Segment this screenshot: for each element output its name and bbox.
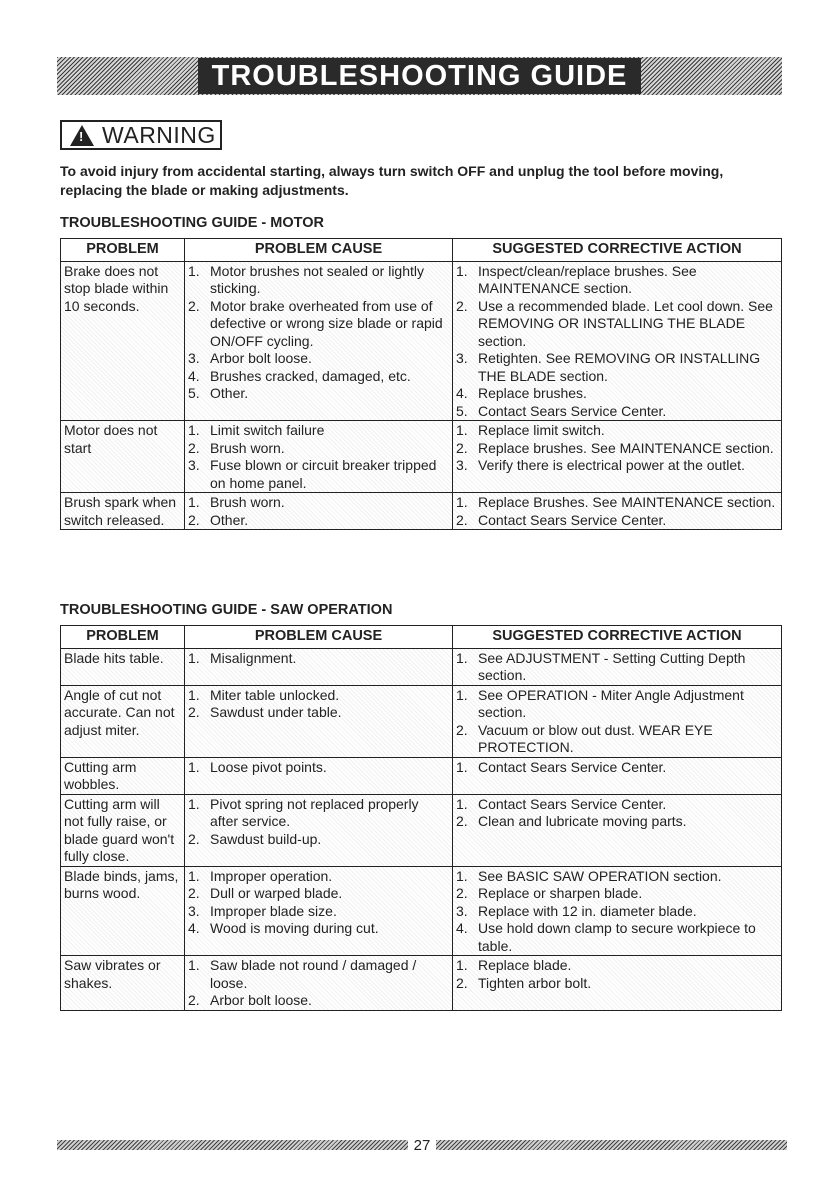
action-cell-list (456, 422, 778, 475)
cause-item (188, 350, 449, 368)
table-row (61, 866, 782, 956)
action-cell (453, 685, 782, 757)
item-number: 1. (456, 867, 468, 884)
item-number: 1. (188, 686, 200, 703)
action-cell (453, 261, 782, 421)
item-text: Loose pivot points. (210, 758, 327, 775)
cause-item (188, 263, 449, 298)
cause-item (188, 650, 449, 668)
action-item (456, 403, 778, 421)
problem-cell: Saw vibrates or shakes. (61, 956, 185, 1011)
action-cell-list (456, 650, 778, 685)
cause-cell (185, 685, 453, 757)
item-number: 1. (456, 758, 468, 775)
problem-cell: Cutting arm wobbles. (61, 757, 185, 794)
item-number: 1. (188, 422, 200, 438)
cause-cell (185, 866, 453, 956)
header-problem: PROBLEM (61, 626, 185, 649)
action-item (456, 263, 778, 298)
item-text: Retighten. See REMOVING OR INSTALLING THE BLADE section. (478, 350, 761, 384)
item-number: 4. (456, 920, 468, 936)
cause-item (188, 440, 449, 458)
item-text: Miter table unlocked. (210, 686, 340, 703)
problem-cell: Blade binds, jams, burns wood. (61, 866, 185, 956)
problem-cell: Brake does not stop blade within 10 seconds. (61, 261, 185, 421)
item-number: 2. (188, 992, 200, 1008)
item-text: Vacuum or blow out dust. WEAR EYE PROTECTION. (478, 721, 713, 755)
cause-item (188, 687, 449, 705)
cause-item (188, 368, 449, 386)
item-text: Verify there is electrical power at the outlet. (478, 457, 745, 473)
item-text: Wood is moving during cut. (210, 920, 379, 936)
item-text: Use a recommended blade. Let cool down. See REMOVING OR INSTALLING THE BLADE section. (478, 297, 773, 349)
item-number: 3. (188, 350, 200, 366)
problem-cell: Angle of cut not accurate. Can not adjust miter. (61, 685, 185, 757)
item-number: 1. (188, 649, 200, 666)
cause-item (188, 385, 449, 403)
item-number: 2. (456, 813, 468, 829)
cause-item (188, 920, 449, 938)
action-item (456, 422, 778, 440)
action-item (456, 512, 778, 530)
action-cell (453, 866, 782, 956)
action-item (456, 650, 778, 685)
action-cell-list (456, 796, 778, 831)
item-text: Replace brushes. (478, 385, 587, 401)
problem-cell: Cutting arm will not fully raise, or blade guard won't fully close. (61, 794, 185, 866)
motor-section-title: TROUBLESHOOTING GUIDE - MOTOR (60, 215, 324, 231)
cause-item (188, 512, 449, 530)
item-text: Dull or warped blade. (210, 885, 343, 901)
cause-item (188, 704, 449, 722)
cause-cell-list (188, 759, 449, 777)
motor-troubleshooting-table (60, 238, 782, 530)
cause-cell (185, 421, 453, 493)
action-cell-list (456, 263, 778, 421)
item-number: 3. (188, 457, 200, 473)
action-item (456, 759, 778, 777)
item-number: 5. (456, 402, 468, 419)
item-number: 1. (188, 494, 200, 510)
item-number: 3. (456, 902, 468, 919)
cause-cell-list (188, 957, 449, 1010)
item-number: 4. (188, 367, 200, 384)
action-item (456, 494, 778, 512)
item-text: Contact Sears Service Center. (478, 511, 667, 528)
table-row (61, 421, 782, 493)
item-text: Contact Sears Service Center. (478, 795, 667, 812)
action-cell (453, 493, 782, 530)
action-item (456, 796, 778, 814)
warning-label-box (60, 120, 222, 150)
action-item (456, 957, 778, 975)
action-item (456, 440, 778, 458)
cause-cell-list (188, 422, 449, 492)
cause-item (188, 831, 449, 849)
title-banner (57, 57, 782, 95)
saw-troubleshooting-table (60, 625, 782, 1011)
item-number: 2. (188, 511, 200, 528)
action-item (456, 868, 778, 886)
action-cell-list (456, 687, 778, 757)
item-number: 4. (456, 385, 468, 401)
action-cell (453, 421, 782, 493)
item-text: Replace or sharpen blade. (478, 885, 643, 901)
action-item (456, 722, 778, 757)
cause-cell (185, 261, 453, 421)
cause-item (188, 759, 449, 777)
item-number: 2. (188, 439, 200, 456)
item-number: 3. (456, 350, 468, 366)
item-text: Replace limit switch. (478, 422, 605, 438)
item-text: Limit switch failure (210, 422, 325, 438)
item-text: Brushes cracked, damaged, etc. (210, 367, 411, 384)
item-text: Brush worn. (210, 494, 285, 510)
table-row (61, 685, 782, 757)
table-row (61, 493, 782, 530)
action-item (456, 903, 778, 921)
item-number: 5. (188, 385, 200, 401)
cause-cell (185, 493, 453, 530)
action-cell-list (456, 957, 778, 992)
item-number: 2. (188, 704, 200, 720)
item-number: 2. (456, 439, 468, 456)
cause-item (188, 868, 449, 886)
action-item (456, 457, 778, 475)
item-number: 3. (456, 457, 468, 473)
cause-cell (185, 794, 453, 866)
header-problem-cause: PROBLEM CAUSE (185, 626, 453, 649)
saw-section-title: TROUBLESHOOTING GUIDE - SAW OPERATION (60, 602, 393, 618)
header-problem-cause: PROBLEM CAUSE (185, 239, 453, 262)
item-text: Fuse blown or circuit breaker tripped on home panel. (210, 457, 437, 491)
action-item (456, 975, 778, 993)
cause-cell-list (188, 494, 449, 529)
item-text: Motor brushes not sealed or lightly sticking. (210, 262, 424, 296)
item-text: See ADJUSTMENT - Setting Cutting Depth section. (478, 649, 746, 683)
action-cell (453, 757, 782, 794)
cause-item (188, 992, 449, 1010)
action-item (456, 813, 778, 831)
cause-item (188, 796, 449, 831)
item-number: 1. (456, 686, 468, 703)
item-text: Sawdust build-up. (210, 830, 322, 847)
item-text: Improper operation. (210, 867, 333, 884)
footer-decor-left (57, 1140, 408, 1150)
item-number: 3. (188, 902, 200, 919)
table-row (61, 757, 782, 794)
action-cell-list (456, 494, 778, 529)
action-cell (453, 648, 782, 685)
item-text: Arbor bolt loose. (210, 350, 312, 366)
item-number: 1. (188, 957, 200, 973)
item-text: Other. (210, 385, 249, 401)
item-number: 1. (456, 795, 468, 812)
item-text: Replace with 12 in. diameter blade. (478, 902, 697, 919)
cause-cell-list (188, 868, 449, 938)
item-text: Inspect/clean/replace brushes. See MAINTENANCE section. (478, 262, 697, 296)
item-number: 2. (456, 885, 468, 901)
action-item (456, 920, 778, 955)
problem-cell: Blade hits table. (61, 648, 185, 685)
item-number: 1. (456, 422, 468, 438)
item-number: 2. (188, 830, 200, 847)
item-number: 1. (456, 262, 468, 279)
item-text: Sawdust under table. (210, 704, 342, 720)
table-row (61, 261, 782, 421)
cause-item (188, 885, 449, 903)
item-number: 4. (188, 920, 200, 936)
item-number: 2. (188, 885, 200, 901)
action-item (456, 350, 778, 385)
item-text: Other. (210, 511, 249, 528)
item-text: Arbor bolt loose. (210, 992, 312, 1008)
item-number: 1. (456, 649, 468, 666)
item-text: Saw blade not round / damaged / loose. (210, 957, 417, 991)
action-item (456, 298, 778, 351)
item-text: Replace Brushes. See MAINTENANCE section. (478, 494, 776, 510)
item-text: Contact Sears Service Center. (478, 758, 667, 775)
action-cell (453, 794, 782, 866)
item-text: Pivot spring not replaced properly after service. (210, 795, 419, 829)
action-cell-list (456, 868, 778, 956)
item-text: See BASIC SAW OPERATION section. (478, 867, 722, 884)
item-number: 1. (188, 867, 200, 884)
action-item (456, 385, 778, 403)
item-number: 1. (456, 494, 468, 510)
problem-cell: Brush spark when switch released. (61, 493, 185, 530)
action-item (456, 885, 778, 903)
header-corrective-action: SUGGESTED CORRECTIVE ACTION (453, 626, 782, 649)
item-number: 2. (456, 721, 468, 738)
header-corrective-action: SUGGESTED CORRECTIVE ACTION (453, 239, 782, 262)
item-number: 1. (188, 795, 200, 812)
header-problem: PROBLEM (61, 239, 185, 262)
cause-item (188, 298, 449, 351)
item-text: Use hold down clamp to secure workpiece to table. (478, 920, 756, 954)
warning-label: WARNING (102, 121, 216, 148)
footer-decor-right (436, 1140, 787, 1150)
item-text: Replace brushes. See MAINTENANCE section. (478, 439, 774, 456)
item-text: Motor brake overheated from use of defective or wrong size blade or rapid ON/OFF cycling. (210, 297, 443, 349)
item-number: 2. (188, 297, 200, 314)
item-text: Tighten arbor bolt. (478, 974, 592, 991)
cause-cell-list (188, 263, 449, 403)
action-cell (453, 956, 782, 1011)
item-number: 1. (456, 957, 468, 973)
item-text: Improper blade size. (210, 902, 337, 919)
item-number: 2. (456, 297, 468, 314)
cause-cell-list (188, 796, 449, 849)
problem-cell: Motor does not start (61, 421, 185, 493)
item-text: Brush worn. (210, 439, 285, 456)
cause-cell (185, 648, 453, 685)
page-footer (57, 1136, 787, 1154)
cause-cell (185, 757, 453, 794)
item-text: Replace blade. (478, 957, 572, 973)
cause-cell (185, 956, 453, 1011)
action-item (456, 687, 778, 722)
table-row (61, 794, 782, 866)
warning-text: To avoid injury from accidental starting, always turn switch OFF and unplug the tool before moving, replacing the blade or making adjustments. (60, 163, 724, 198)
item-number: 1. (188, 758, 200, 775)
cause-cell-list (188, 650, 449, 668)
item-text: Contact Sears Service Center. (478, 402, 667, 419)
cause-item (188, 457, 449, 492)
item-text: Misalignment. (210, 649, 297, 666)
cause-item (188, 957, 449, 992)
cause-item (188, 903, 449, 921)
action-cell-list (456, 759, 778, 777)
page-title: TROUBLESHOOTING GUIDE (198, 58, 642, 94)
table-row (61, 956, 782, 1011)
cause-item (188, 422, 449, 440)
item-text: Clean and lubricate moving parts. (478, 813, 687, 829)
item-number: 2. (456, 974, 468, 991)
page-number: 27 (413, 1136, 431, 1154)
cause-item (188, 494, 449, 512)
item-number: 1. (188, 262, 200, 279)
table-row (61, 648, 782, 685)
warning-triangle-icon: ! (70, 125, 94, 146)
cause-cell-list (188, 687, 449, 722)
item-text: See OPERATION - Miter Angle Adjustment section. (478, 686, 744, 720)
item-number: 2. (456, 511, 468, 528)
